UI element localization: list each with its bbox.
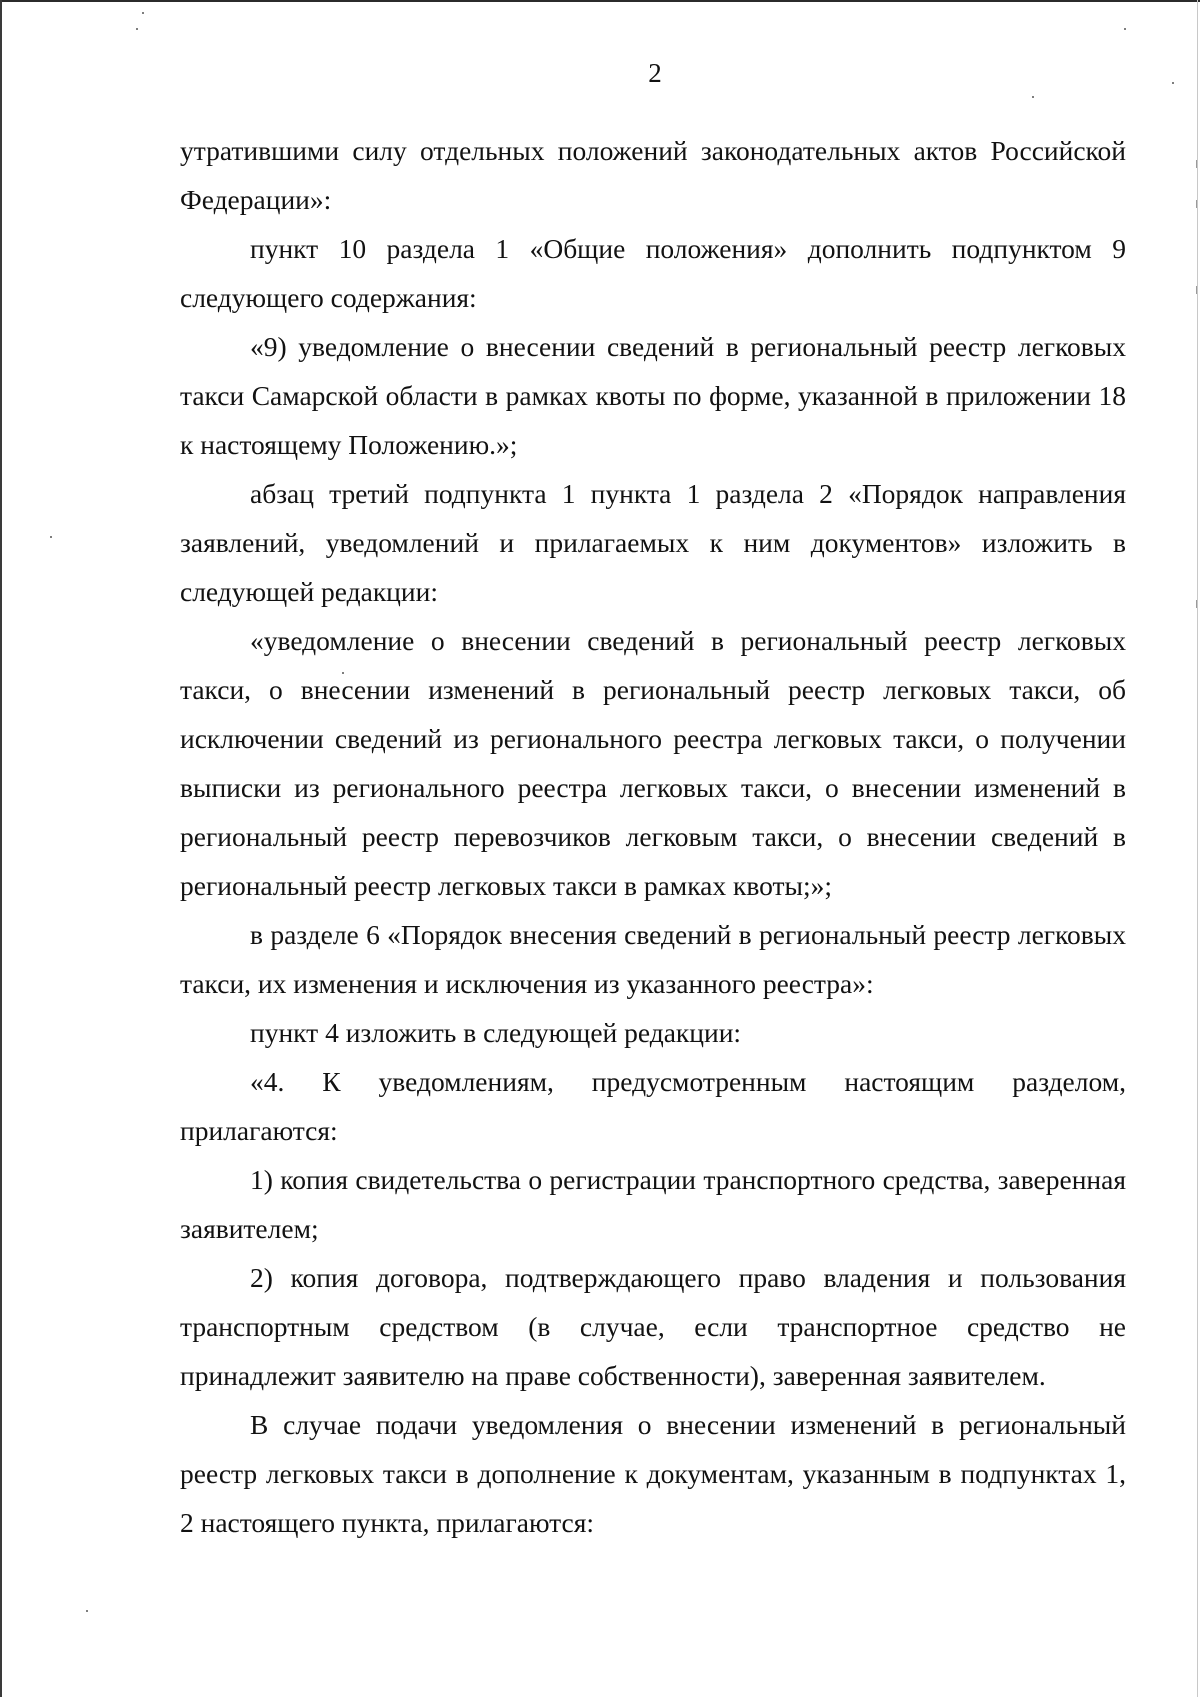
page-number: 2 xyxy=(648,58,662,88)
paragraph: В случае подачи уведомления о внесении изменений в региональный реестр легковых такси в дополнение к документам, указанным в подпунктах 1, 2 настоящего пункта, прилагаются: xyxy=(180,1409,1126,1538)
scan-speck xyxy=(142,12,144,14)
scan-speck xyxy=(50,536,52,538)
paragraph: «уведомление о внесении сведений в региональный реестр легковых такси, о внесении изменений в региональный реестр легковых такси, об исключении сведений из регионального реестра легковых такси, о получении выписки из регионального реестра легковых такси, о внесении изменений в региональный реестр перевозчиков легковым такси, о внесении сведений в региональный реестр легковых такси в рамках квоты;»; xyxy=(180,625,1126,901)
scan-tick xyxy=(1196,600,1197,608)
scan-speck xyxy=(1124,28,1126,30)
scan-tick xyxy=(1196,286,1197,294)
paragraph: пункт 4 изложить в следующей редакции: xyxy=(250,1017,742,1048)
scan-tick xyxy=(1196,200,1197,208)
paragraph: утратившими силу отдельных положений законодательных актов Российской Федерации»: xyxy=(180,135,1126,215)
paragraph: абзац третий подпункта 1 пункта 1 раздела 2 «Порядок направления заявлений, уведомлений и прилагаемых к ним документов» изложить в следующей редакции: xyxy=(180,478,1126,607)
scan-speck xyxy=(1032,96,1034,98)
paragraph: «9) уведомление о внесении сведений в региональный реестр легковых такси Самарской области в рамках квоты по форме, указанной в приложении 18 к настоящему Положению.»; xyxy=(180,331,1126,460)
paragraph: в разделе 6 «Порядок внесения сведений в региональный реестр легковых такси, их изменения и исключения из указанного реестра»: xyxy=(180,919,1126,999)
scan-tick xyxy=(1196,160,1197,168)
scan-right-edge xyxy=(1197,0,1198,1697)
scan-speck xyxy=(86,1610,88,1612)
paragraph: 1) копия свидетельства о регистрации транспортного средства, заверенная заявителем; xyxy=(180,1164,1126,1244)
scan-left-edge xyxy=(0,0,2,1697)
paragraph: пункт 10 раздела 1 «Общие положения» дополнить подпунктом 9 следующего содержания: xyxy=(180,233,1126,313)
scan-speck xyxy=(136,28,138,30)
document-body xyxy=(180,126,1126,1547)
scan-top-edge xyxy=(0,0,1200,2)
paragraph: 2) копия договора, подтверждающего право владения и пользования транспортным средством (в случае, если транспортное средство не принадлежит заявителю на праве собственности), заверенная заявителем. xyxy=(180,1262,1126,1391)
paragraph: «4. К уведомлениям, предусмотренным настоящим разделом, прилагаются: xyxy=(180,1066,1126,1146)
